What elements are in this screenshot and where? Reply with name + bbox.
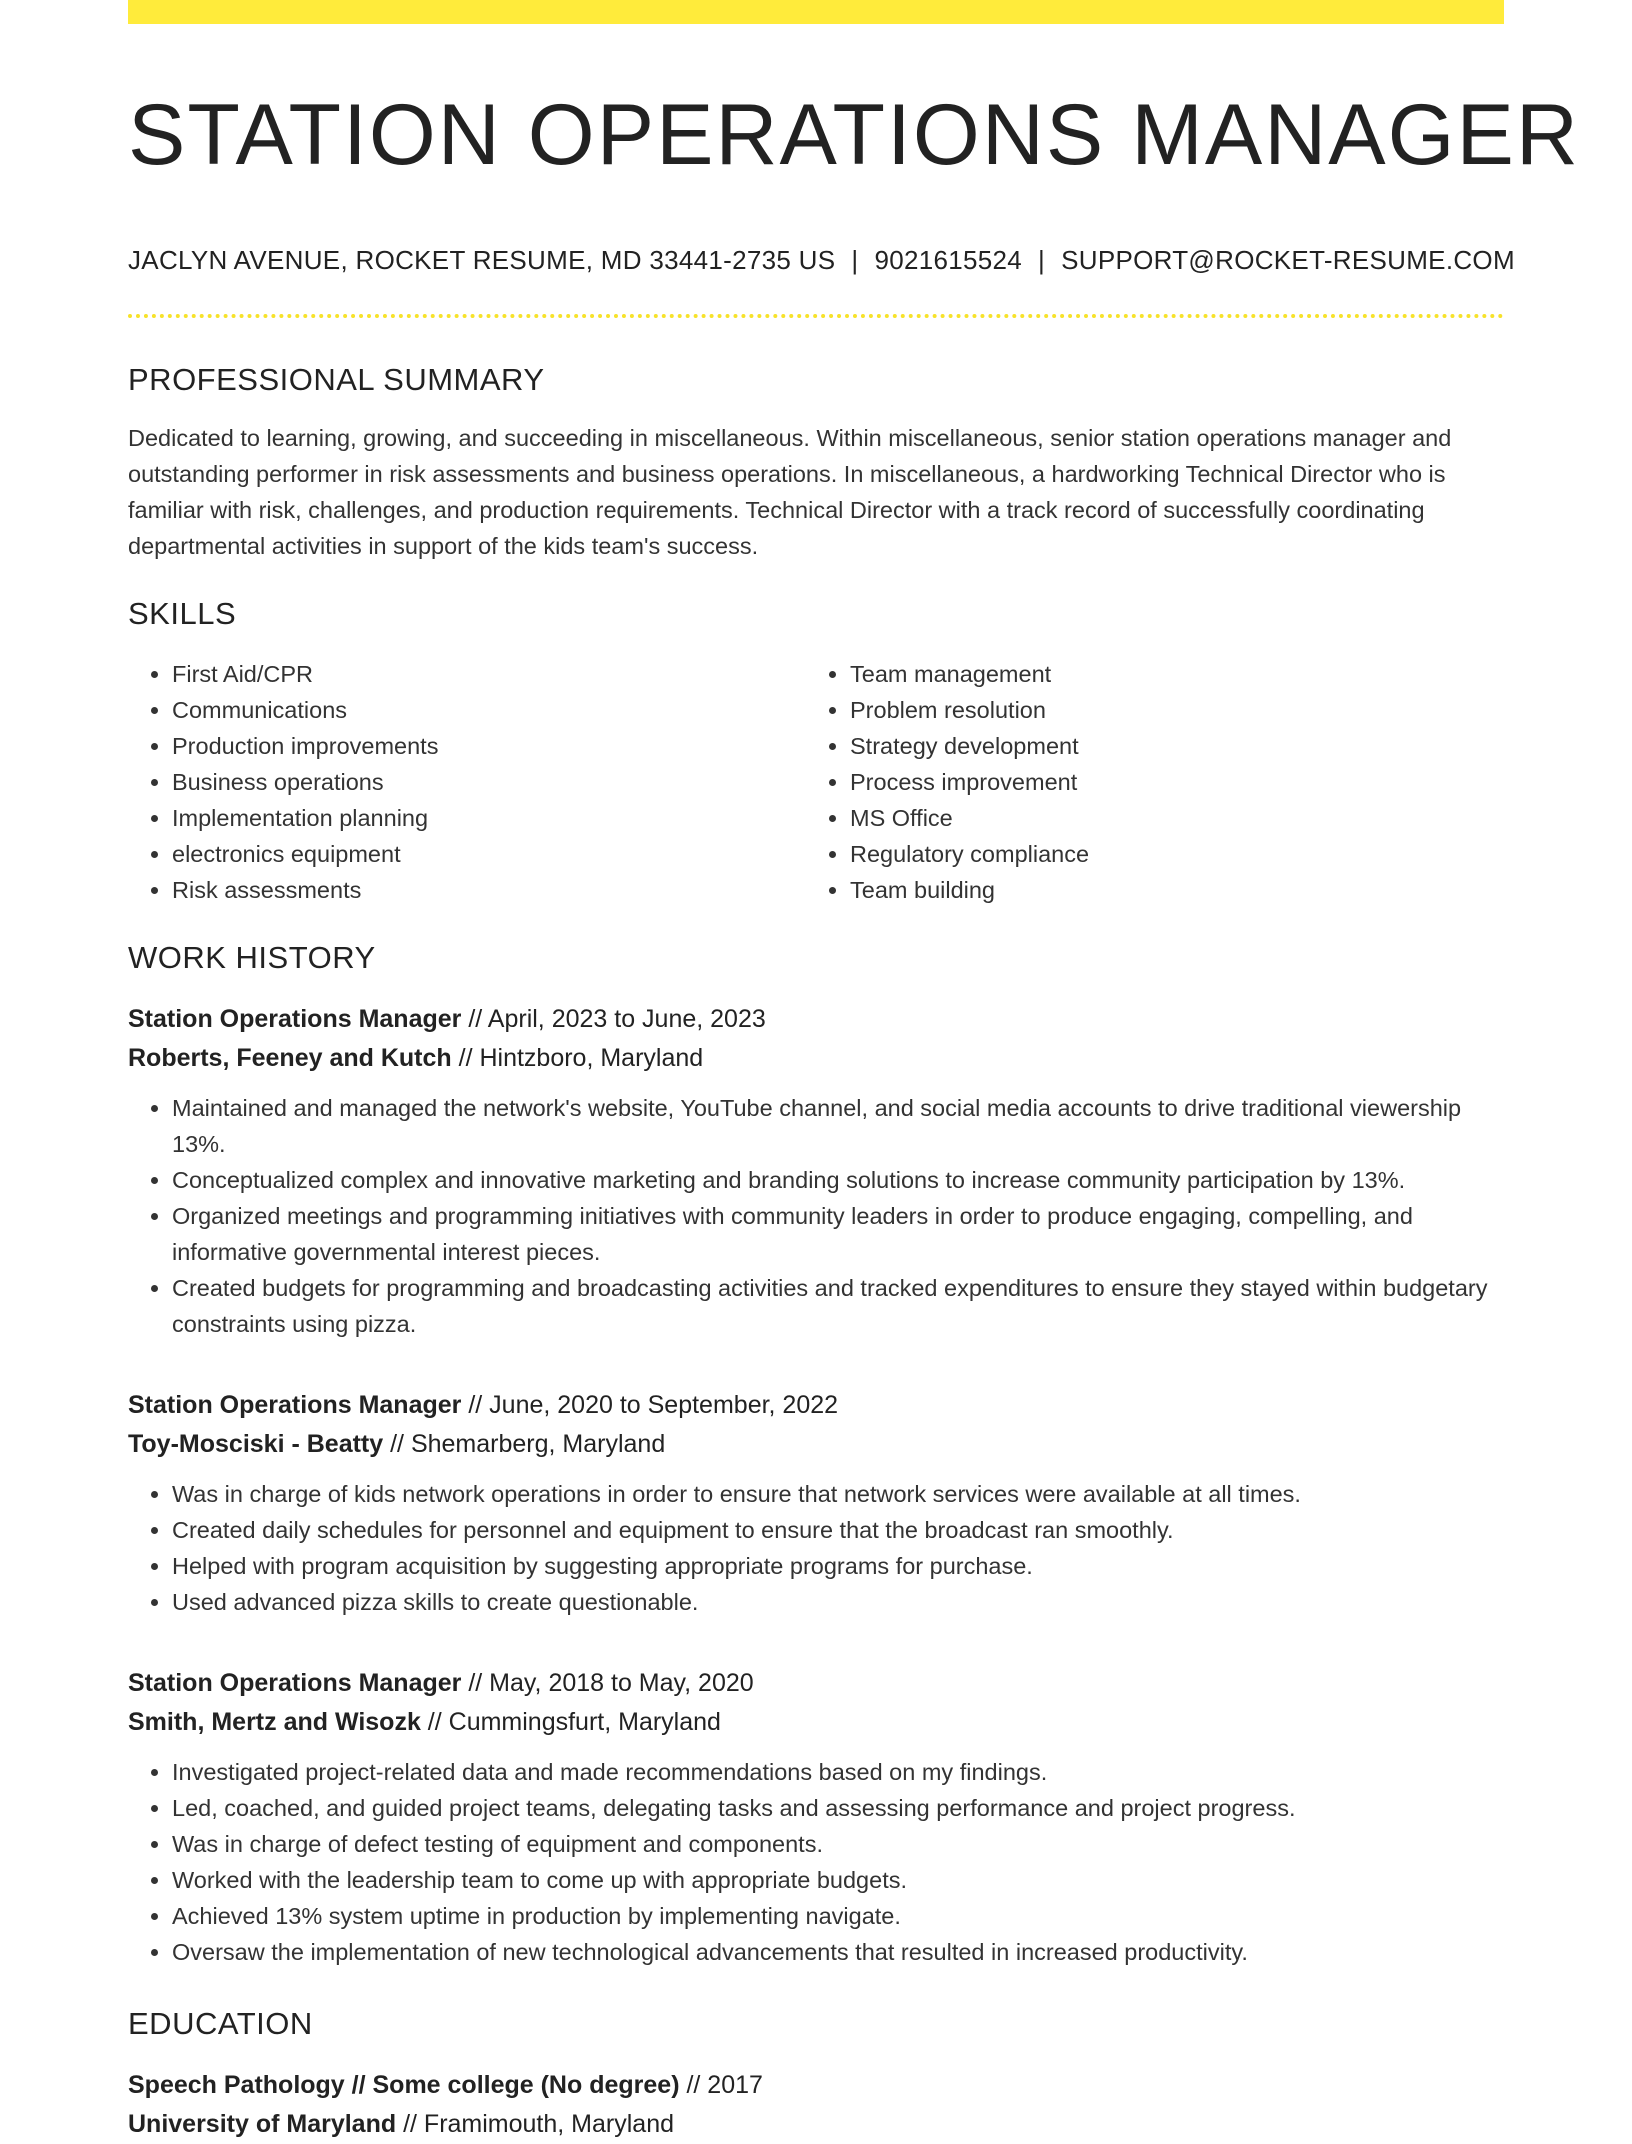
skill-item: • Communications	[172, 692, 806, 728]
skill-item: • Process improvement	[850, 764, 1484, 800]
skills-heading: SKILLS	[128, 596, 237, 632]
job-bullet: • Helped with program acquisition by suggesting appropriate programs for purchase.	[172, 1548, 1504, 1584]
job-location: // Hintzboro, Maryland	[451, 1044, 704, 1073]
education-degree: Speech Pathology // Some college (No degree)	[128, 2071, 680, 2100]
job-title: Station Operations Manager	[128, 1669, 462, 1698]
education-school: University of Maryland	[128, 2110, 397, 2139]
job-dates: // April, 2023 to June, 2023	[461, 1005, 766, 1034]
job-bullet: • Achieved 13% system uptime in production by implementing navigate.	[172, 1898, 1504, 1934]
job-bullets	[128, 1090, 1504, 1342]
job-company-line	[128, 1039, 1504, 1078]
skill-item: • Regulatory compliance	[850, 836, 1484, 872]
job-company: Toy-Mosciski - Beatty	[128, 1430, 384, 1459]
job-bullet: • Led, coached, and guided project teams, delegating tasks and assessing performance and project progress.	[172, 1790, 1504, 1826]
skill-item: • Team building	[850, 872, 1484, 908]
job-company-line	[128, 1425, 1504, 1464]
header-divider	[128, 314, 1504, 318]
job-entry	[128, 1000, 1504, 1342]
skill-item: • Business operations	[172, 764, 806, 800]
job-bullet: • Conceptualized complex and innovative marketing and branding solutions to increase community participation by 13%.	[172, 1162, 1504, 1198]
job-title-line	[128, 1664, 1504, 1703]
contact-line	[128, 245, 1515, 276]
skills-column-right	[806, 656, 1484, 908]
education-degree-line	[128, 2066, 1504, 2105]
job-company: Smith, Mertz and Wisozk	[128, 1708, 421, 1737]
contact-phone: 9021615524	[874, 245, 1023, 276]
job-company: Roberts, Feeney and Kutch	[128, 1044, 452, 1073]
job-bullet: • Was in charge of defect testing of equipment and components.	[172, 1826, 1504, 1862]
job-dates: // May, 2018 to May, 2020	[461, 1669, 754, 1698]
job-bullets	[128, 1754, 1504, 1970]
contact-address: JACLYN AVENUE, ROCKET RESUME, MD 33441-2735 US	[128, 245, 836, 276]
summary-heading: PROFESSIONAL SUMMARY	[128, 362, 545, 398]
job-bullet: • Worked with the leadership team to come up with appropriate budgets.	[172, 1862, 1504, 1898]
education-school-line	[128, 2105, 1504, 2144]
job-title-line	[128, 1000, 1504, 1039]
job-bullet: • Created budgets for programming and broadcasting activities and tracked expenditures to ensure they stayed within budgetary constraints using pizza.	[172, 1270, 1504, 1342]
skill-item: • Implementation planning	[172, 800, 806, 836]
job-bullet: • Was in charge of kids network operations in order to ensure that network services were available at all times.	[172, 1476, 1504, 1512]
job-location: // Shemarberg, Maryland	[383, 1430, 666, 1459]
job-entry	[128, 1664, 1504, 1970]
skill-item: • Strategy development	[850, 728, 1484, 764]
skill-item: • First Aid/CPR	[172, 656, 806, 692]
education-year: // 2017	[679, 2071, 763, 2100]
skills-column-left	[128, 656, 806, 908]
summary-text: Dedicated to learning, growing, and succeeding in miscellaneous. Within miscellaneous, senior station operations manager and outstanding performer in risk assessments and business operations. In miscellaneous, a hardworking Technical Director who is familiar with risk, challenges, and production requirements. Technical Director with a track record of successfully coordinating departmental activities in support of the kids team's success.	[128, 425, 1452, 560]
top-accent-bar	[128, 0, 1504, 24]
resume-title: STATION OPERATIONS MANAGER	[128, 87, 1581, 183]
job-entry	[128, 1386, 1504, 1620]
skill-item: • Team management	[850, 656, 1484, 692]
job-title: Station Operations Manager	[128, 1391, 462, 1420]
job-bullet: • Maintained and managed the network's website, YouTube channel, and social media accounts to drive traditional viewership 13%.	[172, 1090, 1504, 1162]
education-heading: EDUCATION	[128, 2006, 313, 2042]
job-company-line	[128, 1703, 1504, 1742]
job-bullet: • Organized meetings and programming initiatives with community leaders in order to produce engaging, compelling, and informative governmental interest pieces.	[172, 1198, 1504, 1270]
skills-grid	[128, 656, 1504, 908]
job-bullet: • Created daily schedules for personnel and equipment to ensure that the broadcast ran smoothly.	[172, 1512, 1504, 1548]
job-title: Station Operations Manager	[128, 1005, 462, 1034]
education-location: // Framimouth, Maryland	[396, 2110, 674, 2139]
job-dates: // June, 2020 to September, 2022	[461, 1391, 839, 1420]
job-bullet: • Used advanced pizza skills to create questionable.	[172, 1584, 1504, 1620]
skill-item: • electronics equipment	[172, 836, 806, 872]
education-entry	[128, 2066, 1504, 2144]
skill-item: • Risk assessments	[172, 872, 806, 908]
job-title-line	[128, 1386, 1504, 1425]
skill-item: • MS Office	[850, 800, 1484, 836]
job-bullets	[128, 1476, 1504, 1620]
job-bullet: • Oversaw the implementation of new technological advancements that resulted in increased productivity.	[172, 1934, 1504, 1970]
work-history-heading: WORK HISTORY	[128, 940, 376, 976]
contact-separator: |	[851, 245, 859, 276]
job-bullet: • Investigated project-related data and made recommendations based on my findings.	[172, 1754, 1504, 1790]
skill-item: • Problem resolution	[850, 692, 1484, 728]
skill-item: • Production improvements	[172, 728, 806, 764]
contact-email: SUPPORT@ROCKET-RESUME.COM	[1061, 245, 1515, 276]
job-location: // Cummingsfurt, Maryland	[420, 1708, 721, 1737]
resume-content	[128, 0, 1581, 2144]
contact-separator: |	[1038, 245, 1046, 276]
